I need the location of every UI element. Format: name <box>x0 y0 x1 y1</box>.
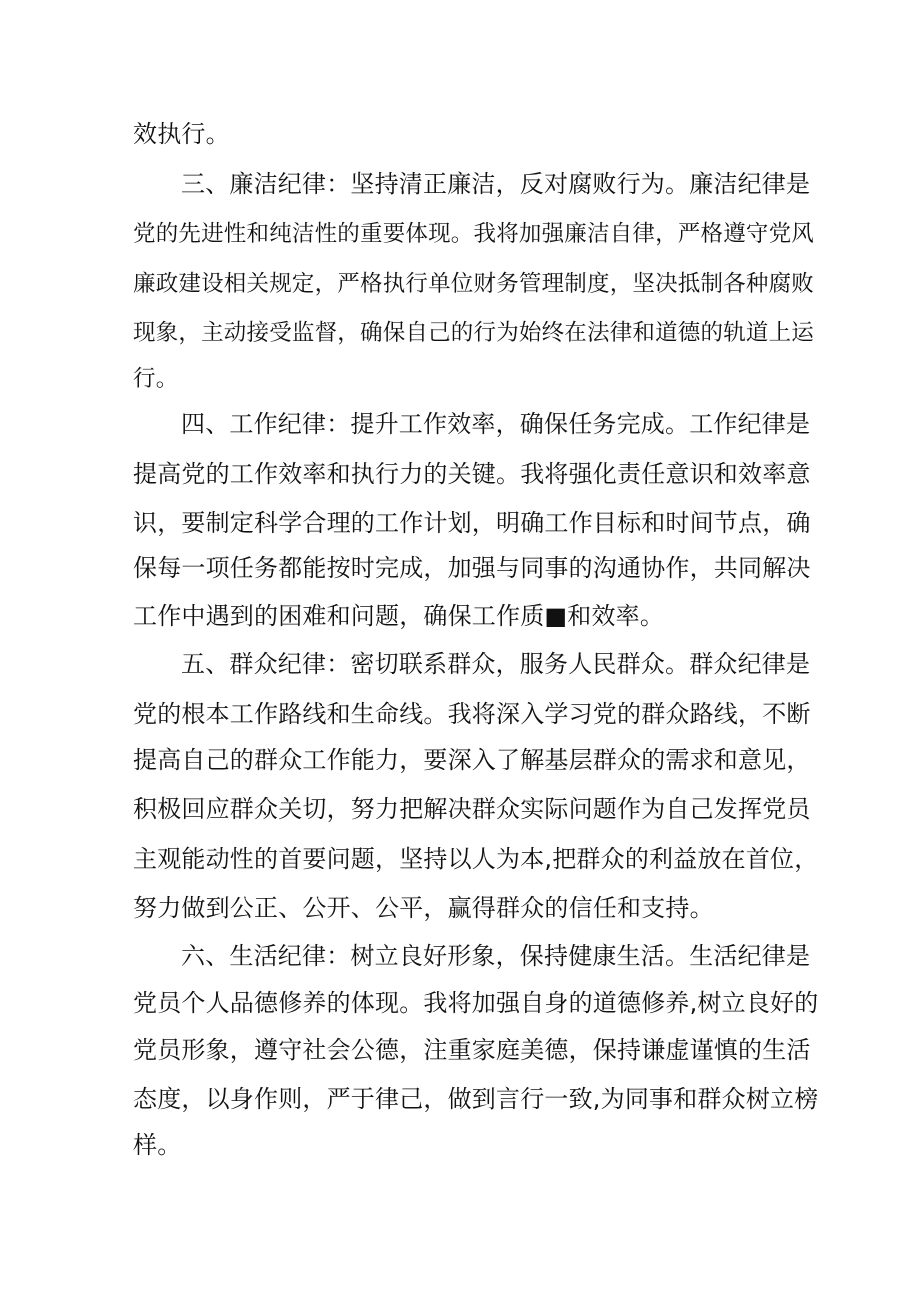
text-line: 党员个人品德修养的体现。我将加强自身的道德修养,树立良好的 <box>133 989 819 1017</box>
text-line: 现象，主动接受监督，确保自己的行为始终在法律和道德的轨道上运 <box>133 320 815 346</box>
text-line: 识，要制定科学合理的工作计划，明确工作目标和时间节点，确 <box>133 509 811 537</box>
text-line: 党的根本工作路线和生命线。我将深入学习党的群众路线，不断 <box>133 700 811 728</box>
text-line: 廉政建设相关规定，严格执行单位财务管理制度，坚决抵制各种腐败 <box>133 271 815 297</box>
section-heading-line: 六、生活纪律：树立良好形象，保持健康生活。生活纪律是 <box>181 942 811 970</box>
section-heading-line: 四、工作纪律：提升工作效率，确保任务完成。工作纪律是 <box>181 410 811 438</box>
text-line: 工作中遇到的困难和问题，确保工作质■和效率。 <box>133 602 665 630</box>
text-line: 积极回应群众关切，努力把解决群众实际问题作为自己发挥党员 <box>133 795 811 823</box>
text-line: 效执行。 <box>133 120 230 148</box>
text-line: 努力做到公正、公开、公平，赢得群众的信任和支持。 <box>133 894 714 922</box>
text-line: 保每一项任务都能按时完成，加强与同事的沟通协作，共同解决 <box>133 554 811 582</box>
text-line: 党的先进性和纯洁性的重要体现。我将加强廉洁自律，严格遵守党风 <box>133 221 815 247</box>
text-line: 党员形象，遵守社会公德，注重家庭美德，保持谦虚谨慎的生活 <box>133 1036 811 1064</box>
text-line: 样。 <box>133 1131 182 1159</box>
text-line: 提高党的工作效率和执行力的关键。我将强化责任意识和效率意 <box>133 460 811 488</box>
section-heading-line: 三、廉洁纪律：坚持清正廉洁，反对腐败行为。廉洁纪律是 <box>181 170 811 198</box>
text-line: 提高自己的群众工作能力，要深入了解基层群众的需求和意见， <box>133 746 811 774</box>
text-line: 主观能动性的首要问题，坚持以人为本,把群众的利益放在首位， <box>133 845 819 873</box>
text-line: 行。 <box>133 366 179 392</box>
text-line: 态度，以身作则，严于律己，做到言行一致,为同事和群众树立榜 <box>133 1085 819 1113</box>
section-heading-line: 五、群众纪律：密切联系群众，服务人民群众。群众纪律是 <box>181 650 811 678</box>
